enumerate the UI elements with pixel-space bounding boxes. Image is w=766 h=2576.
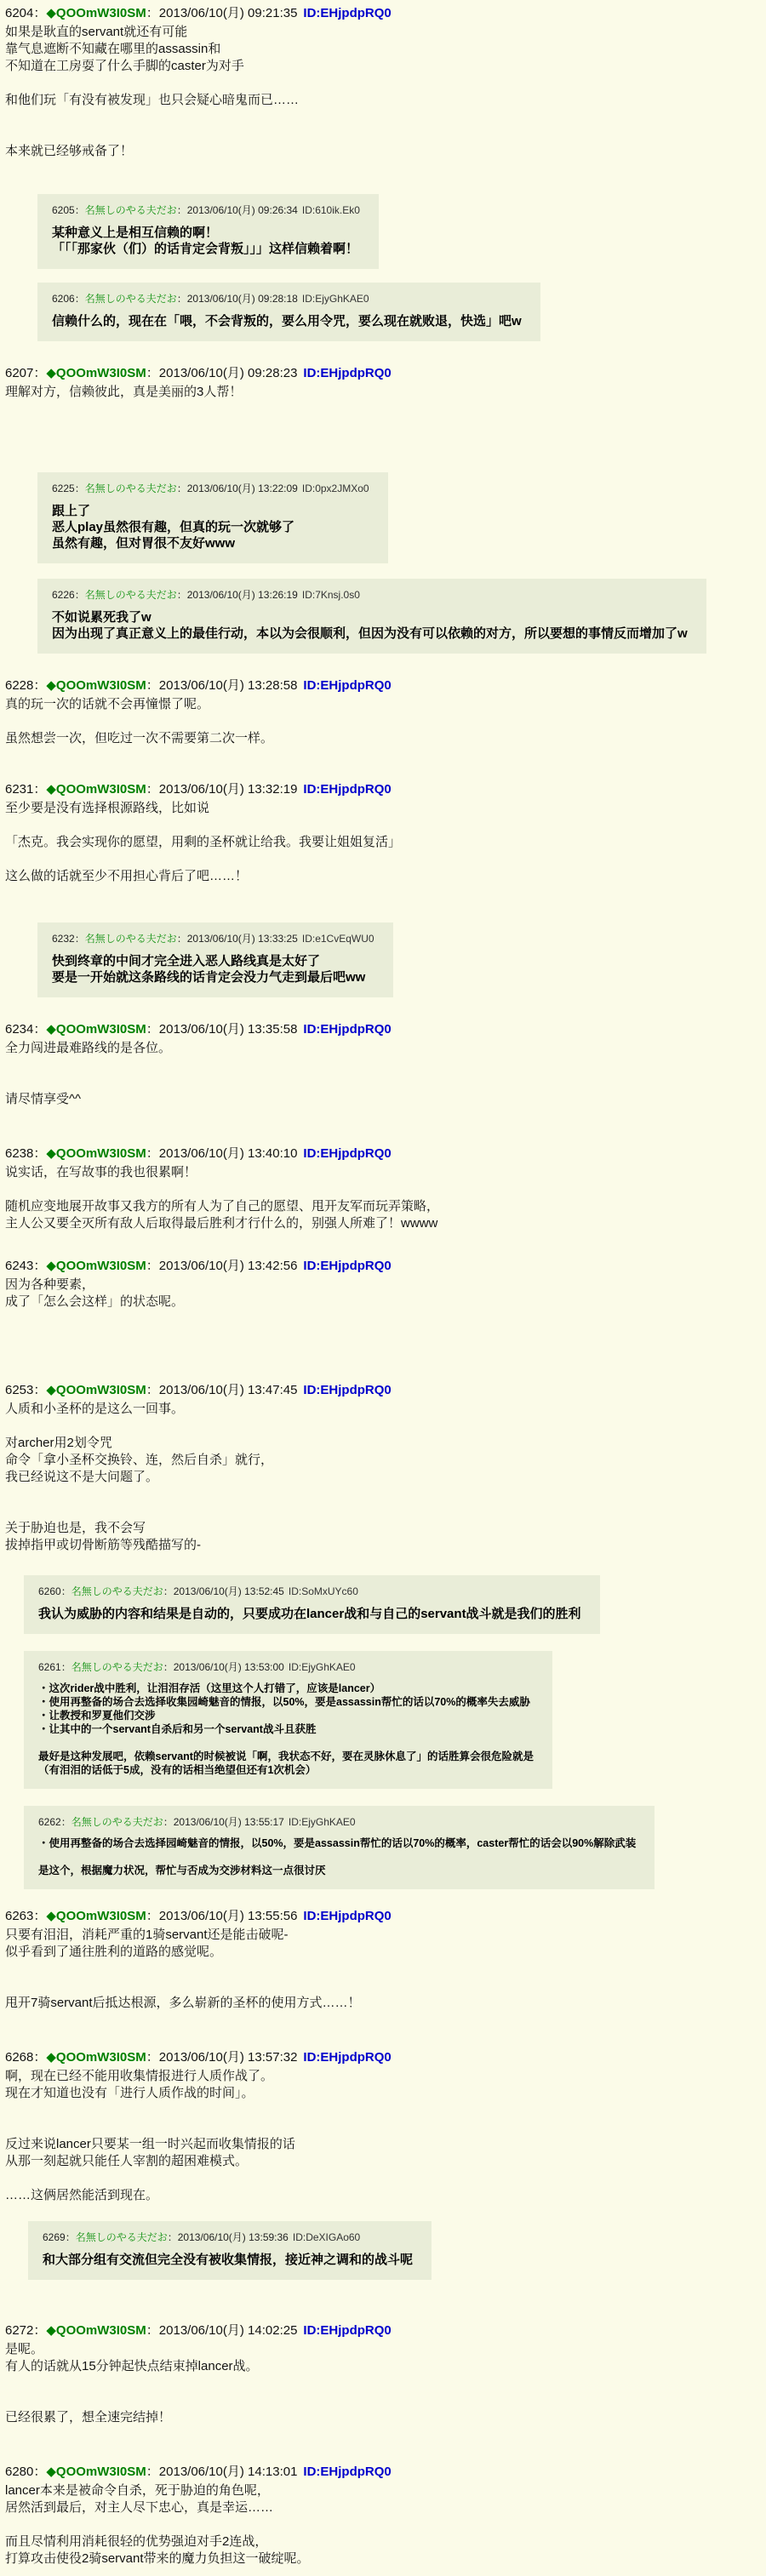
post-header [5,2322,756,2339]
post-datetime: 2013/06/10(月) 14:02:25 [158,2323,298,2338]
separator: ： [60,1661,71,1673]
post-datetime: 2013/06/10(月) 13:55:56 [158,1909,298,1923]
post-body-line [5,817,756,834]
post-number: 6243 [5,1259,34,1273]
post-datetime: 2013/06/10(月) 13:22:09 [186,483,298,494]
post-datetime: 2013/06/10(月) 13:57:32 [158,2050,298,2065]
post-body-line: 反过来说lancer只要某一组一时兴起而收集情报的话 [5,2137,295,2151]
post-id: ID:610ik.Ek0 [301,204,360,216]
post [5,2049,756,2204]
post-id: ID:EHjpdpRQ0 [303,366,392,380]
post-body-line: 至少要是没有选择根源路线，比如说 [5,801,210,815]
post-body [52,609,688,642]
post-header [52,589,688,602]
post-body [5,800,756,885]
post-body-line: ……这俩居然能活到现在。 [5,2188,159,2202]
post-number: 6272 [5,2323,34,2338]
post-id: ID:EHjpdpRQ0 [303,1383,392,1397]
post-body-line: 居然活到最后，对主人尽下忠心，真是幸运…… [5,2500,274,2515]
separator: ： [146,1146,159,1161]
post-body-line [5,2170,756,2187]
separator: ： [176,483,187,494]
post-body-line [5,2102,756,2119]
post [24,1651,552,1789]
post-header [5,1382,756,1399]
separator: ： [163,1816,174,1828]
post-body-line [5,1181,756,1198]
post-author: 名無しのやる夫だお [84,204,177,216]
post-body-line [5,1057,756,1074]
post-header [5,677,756,694]
post-body-line: 不如说累死我了w [52,610,151,625]
post-number: 6263 [5,1909,34,1923]
post [5,1908,756,2012]
post-id: ID:EjyGhKAE0 [288,1661,356,1673]
separator: ： [74,589,85,601]
post-header [5,1145,756,1162]
post-body-line: 我认为威胁的内容和结果是自动的，只要成功在lancer战和与自己的servant战斗就是我们的胜利 [38,1607,581,1621]
post-id: ID:SoMxUYc60 [288,1585,358,1597]
post-body-line [38,1736,534,1750]
post-datetime: 2013/06/10(月) 13:28:58 [158,678,298,693]
separator: ： [176,293,187,305]
separator: ： [146,6,159,20]
post-id: ID:EHjpdpRQ0 [303,2050,392,2065]
post-header [43,2231,413,2244]
post [5,5,756,160]
post-body-line: ・使用再整备的场合去选择收集园崎魅音的情报，以50%，要是assassin帮忙的话以70%的概率失去威胁 [38,1696,530,1708]
post [5,1145,756,1232]
post-body [5,1927,756,2012]
post-datetime: 2013/06/10(月) 13:52:45 [173,1585,284,1597]
separator: ： [146,2465,159,2479]
post-body-line: 某种意义上是相互信赖的啊！ [52,226,219,240]
post-number: 6280 [5,2465,34,2479]
post-number: 6228 [5,678,34,693]
separator: ： [33,1146,47,1161]
post-datetime: 2013/06/10(月) 13:59:36 [177,2231,289,2243]
post-datetime: 2013/06/10(月) 13:35:58 [158,1022,298,1037]
post-body-line: 恶人play虽然很有趣，但真的玩一次就够了 [52,520,295,534]
post-id: ID:0px2JMXo0 [301,483,369,494]
post-body-line [5,2392,756,2409]
post-body-line [5,75,756,92]
post-body-line: 关于胁迫也是，我不会写 [5,1521,146,1535]
post-body-line: 靠气息遮断不知藏在哪里的assassin和 [5,42,221,56]
post-body-line [5,2119,756,2136]
post-body [5,2482,756,2567]
post-id: ID:e1CvEqWU0 [301,933,374,945]
post-body-line [5,2516,756,2533]
post-body-line: 现在才知道也没有「进行人质作战的时间」。 [5,2086,254,2100]
post-body-line: 是呢。 [5,2342,44,2356]
post [37,579,706,654]
post-body-line: ・让其中的一个servant自杀后和另一个servant战斗且获胜 [38,1723,317,1735]
post-number: 6231 [5,782,34,797]
post-body-line: （有泪泪的话低于5成，没有的话相当绝望但还有1次机会） [38,1764,317,1776]
separator: ： [33,1022,47,1037]
post-number: 6234 [5,1022,34,1037]
post-body-line: 如果是耿直的servant就还有可能 [5,25,188,39]
post-header [5,1908,756,1925]
separator: ： [146,1909,159,1923]
post [37,283,540,341]
separator: ： [146,1022,159,1037]
separator: ： [60,1585,71,1597]
post-body-line: 最好是这种发展吧，依赖servant的时候被说「啊，我状态不好，要在灵脉休息了」的话胜算会很危险就是 [38,1751,534,1762]
post-author: ◆QOOmW3I0SM [46,6,146,20]
separator: ： [33,1383,47,1397]
post-body-line: 是这个，根据魔力状况，帮忙与否成为交涉材料这一点很讨厌 [38,1865,326,1876]
post-id: ID:EHjpdpRQ0 [303,1909,392,1923]
post-datetime: 2013/06/10(月) 13:47:45 [158,1383,298,1397]
separator: ： [74,933,85,945]
separator: ： [33,678,47,693]
separator: ： [176,589,187,601]
post-body-line: 命令「拿小圣杯交换铃、连，然后自杀」就行， [5,1453,274,1467]
post-body [38,1682,534,1777]
post-body-line [38,1850,636,1864]
post [5,1258,756,1311]
post-body-line [5,109,756,126]
post-body-line: 这么做的话就至少不用担心背后了吧……！ [5,869,249,883]
post-author: 名無しのやる夫だお [84,589,177,601]
post-author: 名無しのやる夫だお [71,1585,163,1597]
separator: ： [146,1383,159,1397]
post-body [52,225,360,257]
post [37,922,393,997]
post-body [43,2252,413,2268]
post-number: 6268 [5,2050,34,2065]
post-body-line [5,2375,756,2392]
post-body-line: lancer本来是被命令自杀，死于胁迫的角色呢， [5,2483,270,2498]
post-author: ◆QOOmW3I0SM [46,366,146,380]
post-number: 6205 [52,204,75,216]
post-author: ◆QOOmW3I0SM [46,1909,146,1923]
post-number: 6261 [38,1661,61,1673]
post-author: ◆QOOmW3I0SM [46,2050,146,2065]
post-header [38,1816,636,1829]
post-body [5,1040,756,1108]
post-id: ID:EHjpdpRQ0 [303,1259,392,1273]
post-number: 6204 [5,6,34,20]
post-body [38,1606,581,1622]
post-body-line: 似乎看到了通往胜利的道路的感觉呢。 [5,1945,223,1959]
post-id: ID:EHjpdpRQ0 [303,6,392,20]
post-header [52,204,360,217]
post-datetime: 2013/06/10(月) 09:28:23 [158,366,298,380]
post-body-line: 理解对方，信赖彼此，真是美丽的3人帮！ [5,385,243,399]
post-body [5,2068,756,2204]
post [28,2221,432,2280]
post-body [52,313,522,329]
post-body-line: 因为各种要素， [5,1277,95,1292]
post-header [38,1585,581,1598]
separator: ： [33,2323,47,2338]
post-body-line [5,1961,756,1978]
post [5,781,756,885]
separator: ： [33,1259,47,1273]
post-header [52,293,522,306]
post [24,1575,600,1634]
post-datetime: 2013/06/10(月) 14:13:01 [158,2465,298,2479]
post-header [5,5,756,22]
post-body-line: 有人的话就从15分钟起快点结束掉lancer战。 [5,2359,259,2373]
post-author: ◆QOOmW3I0SM [46,1022,146,1037]
separator: ： [146,2323,159,2338]
post-body-line: ・使用再整备的场合去选择园崎魅音的情报，以50%，要是assassin帮忙的话以70%的概率，caster帮忙的话会以90%解除武装 [38,1837,637,1849]
post-body-line: 从那一刻起就只能任人宰割的超困难模式。 [5,2154,249,2168]
post-id: ID:EjyGhKAE0 [288,1816,356,1828]
post-body-line: 全力闯进最难路线的是各位。 [5,1041,172,1055]
post-author: ◆QOOmW3I0SM [46,1146,146,1161]
post-body-line [5,713,756,730]
post-body-line: 和大部分组有交流但完全没有被收集情报，接近神之调和的战斗呢 [43,2253,414,2267]
post-header [52,933,374,945]
post-body [5,1277,756,1311]
post-number: 6206 [52,293,75,305]
post-body-line [5,1418,756,1435]
post-number: 6260 [38,1585,61,1597]
post-id: ID:EHjpdpRQ0 [303,2323,392,2338]
post-id: ID:EHjpdpRQ0 [303,1022,392,1037]
post-body-line: 人质和小圣杯的是这么一回事。 [5,1402,185,1416]
separator: ： [167,2231,178,2243]
post-datetime: 2013/06/10(月) 13:40:10 [158,1146,298,1161]
post-body-line: 信赖什么的，现在在「喂，不会背叛的，要么用令咒，要么现在就败退，快选」吧w [52,314,522,328]
post-number: 6232 [52,933,75,945]
post [5,1382,756,1554]
post-body [5,24,756,160]
post-body-line: 请尽情享受^^ [5,1092,82,1106]
post-body-line: 主人公又要全灭所有敌人后取得最后胜利才行什么的，别强人所难了！wwww [5,1216,438,1231]
separator: ： [74,293,85,305]
post-body-line [5,851,756,868]
post-body-line: 打算攻击使役2骑servant带来的魔力负担这一破绽呢。 [5,2551,310,2566]
post-author: 名無しのやる夫だお [84,933,177,945]
separator: ： [33,782,47,797]
post-datetime: 2013/06/10(月) 13:33:25 [186,933,298,945]
post-body-line: 我已经说这不是大问题了。 [5,1470,159,1484]
post-author: 名無しのやる夫だお [84,483,177,494]
separator: ： [60,1816,71,1828]
post-body-line: 要是一开始就这条路线的话肯定会没力气走到最后吧ww [52,970,366,985]
post-author: 名無しのやる夫だお [71,1816,163,1828]
post [5,677,756,747]
separator: ： [33,366,47,380]
post-datetime: 2013/06/10(月) 09:21:35 [158,6,298,20]
separator: ： [146,2050,159,2065]
post-body-line: 本来就已经够戒备了！ [5,144,134,158]
post-number: 6238 [5,1146,34,1161]
post-body-line: 虽然有趣，但对胃很不友好www [52,536,236,551]
separator: ： [33,2050,47,2065]
post-header [5,365,756,382]
post-body [5,1164,756,1232]
post-body-line: 只要有泪泪，消耗严重的1骑servant还是能击破呢- [5,1928,289,1942]
post-body-line [5,1074,756,1091]
post-datetime: 2013/06/10(月) 09:28:18 [186,293,298,305]
separator: ： [146,1259,159,1273]
post-number: 6226 [52,589,75,601]
separator: ： [146,782,159,797]
post-number: 6262 [38,1816,61,1828]
post-body [52,953,374,985]
post-body-line: 而且尽情利用消耗很轻的优势强迫对手2连战， [5,2534,268,2549]
separator: ： [33,6,47,20]
post-body-line [5,126,756,143]
post-body-line: 和他们玩「有没有被发现」也只会疑心暗鬼而已…… [5,93,300,107]
post [37,472,388,563]
post [5,2464,756,2567]
post-id: ID:EHjpdpRQ0 [303,2465,392,2479]
post-body-line: ・这次rider战中胜利，让泪泪存活（这里这个人打错了，应该是lancer） [38,1682,381,1694]
post-number: 6253 [5,1383,34,1397]
separator: ： [146,366,159,380]
post-datetime: 2013/06/10(月) 13:55:17 [173,1816,284,1828]
separator: ： [176,933,187,945]
post-datetime: 2013/06/10(月) 13:32:19 [158,782,298,797]
post-id: ID:EHjpdpRQ0 [303,1146,392,1161]
post [5,2322,756,2426]
post-header [5,2464,756,2481]
separator: ： [163,1585,174,1597]
post-author: 名無しのやる夫だお [75,2231,168,2243]
post-header [5,1021,756,1038]
post-datetime: 2013/06/10(月) 13:42:56 [158,1259,298,1273]
post-datetime: 2013/06/10(月) 13:26:19 [186,589,298,601]
post-body [5,696,756,747]
post-body [5,384,756,401]
post-id: ID:EHjpdpRQ0 [303,678,392,693]
post-body-line: 对archer用2划令咒 [5,1436,112,1450]
post-body-line [5,1486,756,1503]
separator: ： [74,483,85,494]
post-body-line: 成了「怎么会这样」的状态呢。 [5,1294,185,1309]
post [5,1021,756,1108]
post [24,1806,655,1889]
post [5,365,756,401]
post-header [38,1661,534,1674]
post-author: ◆QOOmW3I0SM [46,2465,146,2479]
post-body [52,503,369,551]
post-body-line: 「「「那家伙（们）的话肯定会背叛」」」这样信赖着啊！ [52,242,359,256]
post-body-line: 跟上了 [52,504,91,518]
separator: ： [33,2465,47,2479]
post-id: ID:EjyGhKAE0 [301,293,369,305]
post-id: ID:7Knsj.0s0 [301,589,360,601]
post-number: 6225 [52,483,75,494]
post-id: ID:EHjpdpRQ0 [303,782,392,797]
post-datetime: 2013/06/10(月) 09:26:34 [186,204,298,216]
post-body-line: 已经很累了，想全速完结掉！ [5,2410,172,2425]
post-datetime: 2013/06/10(月) 13:53:00 [173,1661,284,1673]
post-author: 名無しのやる夫だお [71,1661,163,1673]
post-body-line: 快到终章的中间才完全进入恶人路线真是太好了 [52,954,321,968]
separator: ： [176,204,187,216]
separator: ： [74,204,85,216]
post-author: ◆QOOmW3I0SM [46,1259,146,1273]
post-body-line: 随机应变地展开故事又我方的所有人为了自己的愿望、甩开友军而玩弄策略， [5,1199,440,1214]
post-header [5,781,756,798]
post-body-line: 拔掉指甲或切骨断筋等残酷描写的- [5,1538,201,1552]
post-body [38,1836,636,1877]
post-number: 6207 [5,366,34,380]
separator: ： [33,1909,47,1923]
separator: ： [146,678,159,693]
post-body [5,1401,756,1554]
post-header [5,2049,756,2066]
post-id: ID:DeXIGAo60 [292,2231,361,2243]
separator: ： [65,2231,76,2243]
post-header [5,1258,756,1275]
post-header [52,483,369,495]
post-author: ◆QOOmW3I0SM [46,782,146,797]
post-body-line: 真的玩一次的话就不会再憧憬了呢。 [5,697,210,711]
separator: ： [163,1661,174,1673]
post-author: ◆QOOmW3I0SM [46,1383,146,1397]
post-body [5,2341,756,2426]
post-body-line: 虽然想尝一次，但吃过一次不需要第二次一样。 [5,731,274,745]
post-author: ◆QOOmW3I0SM [46,678,146,693]
post-body-line: 不知道在工房耍了什么手脚的caster为对手 [5,59,244,73]
post-number: 6269 [43,2231,66,2243]
post-author: ◆QOOmW3I0SM [46,2323,146,2338]
post-body-line: 「杰克。我会实现你的愿望，用剩的圣杯就让给我。我要让姐姐复活」 [5,835,402,849]
post-body-line: 甩开7骑servant后抵达根源，多么崭新的圣杯的使用方式……！ [5,1996,361,2010]
post-body-line: 因为出现了真正意义上的最佳行动，本以为会很顺利，但因为没有可以依赖的对方，所以要想的事情反而增加了w [52,626,688,641]
post-body-line: ・让教授和罗夏他们交涉 [38,1710,156,1722]
post-body-line [5,1978,756,1995]
post-body-line: 说实话，在写故事的我也很累啊！ [5,1165,197,1179]
post-body-line: 啊，现在已经不能用收集情报进行人质作战了。 [5,2069,274,2083]
post [37,194,379,269]
post-body-line [5,1503,756,1520]
post-author: 名無しのやる夫だお [84,293,177,305]
